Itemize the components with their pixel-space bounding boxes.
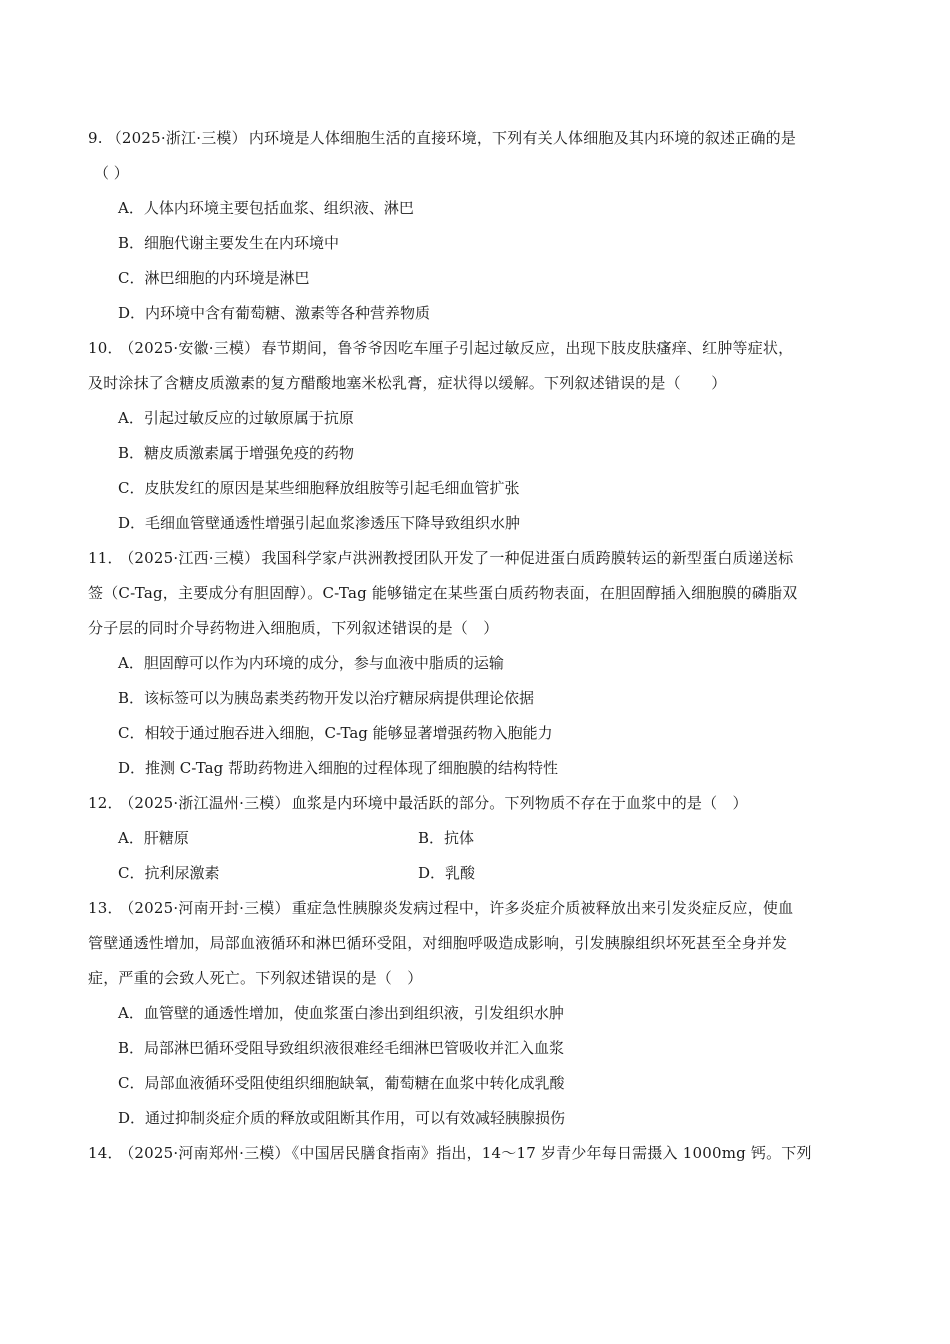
question-text-continued: 管壁通透性增加，局部血液循环和淋巴循环受阻，对细胞呼吸造成影响，引发胰腺组织坏死甚至全身并发 (88, 934, 788, 952)
question-stem (88, 891, 863, 926)
question-text-continued: 签（C-Tag，主要成分有胆固醇）。C-Tag 能够锚定在某些蛋白质药物表面，在胆固醇插入细胞膜的磷脂双 (88, 584, 798, 602)
question-number: 12． (88, 794, 123, 812)
option-d: D．通过抑制炎症介质的释放或阻断其作用，可以有效减轻胰腺损伤 (118, 1109, 566, 1127)
answer-blank: （ ） (94, 164, 129, 182)
question-text: 重症急性胰腺炎发病过程中，许多炎症介质被释放出来引发炎症反应，使血 (291, 899, 794, 917)
question-number: 14． (88, 1144, 123, 1162)
option-b: B．细胞代谢主要发生在内环境中 (118, 234, 340, 252)
option-c: C．局部血液循环受阻使组织细胞缺氧，葡萄糖在血浆中转化成乳酸 (118, 1074, 565, 1092)
question-source: （2025·河南开封·三模） (126, 899, 290, 917)
question-9 (88, 121, 863, 331)
question-source: （2025·安徽·三模） (126, 339, 260, 357)
question-text: 内环境是人体细胞生活的直接环境，下列有关人体细胞及其内环境的叙述正确的是 (248, 129, 797, 147)
option-a: A．血管壁的通透性增加，使血浆蛋白渗出到组织液，引发组织水肿 (118, 1004, 564, 1022)
question-text: 血浆是内环境中最活跃的部分。下列物质不存在于血浆中的是（ ） (291, 794, 748, 812)
options-row (88, 856, 863, 891)
option-a: A．引起过敏反应的过敏原属于抗原 (118, 409, 354, 427)
question-text: 《中国居民膳食指南》指出，14～17 岁青少年每日需摄入 1000mg 钙。下列 (291, 1144, 812, 1162)
option-a: A．肝糖原 (118, 829, 189, 847)
option-a: A．胆固醇可以作为内环境的成分，参与血液中脂质的运输 (118, 654, 504, 672)
option-b: B．局部淋巴循环受阻导致组织液很难经毛细淋巴管吸收并汇入血浆 (118, 1039, 565, 1057)
question-text-continued: 分子层的同时介导药物进入细胞质，下列叙述错误的是（ ） (88, 619, 499, 637)
question-source: （2025·浙江·三模） (106, 129, 247, 147)
question-number: 11． (88, 549, 123, 567)
question-10 (88, 331, 863, 541)
question-13 (88, 891, 863, 1136)
option-d: D．推测 C-Tag 帮助药物进入细胞的过程体现了细胞膜的结构特性 (118, 759, 558, 777)
option-c: C．相较于通过胞吞进入细胞，C-Tag 能够显著增强药物入胞能力 (118, 724, 553, 742)
question-number: 9. (88, 129, 103, 147)
question-text-continued: 及时涂抹了含糖皮质激素的复方醋酸地塞米松乳膏，症状得以缓解。下列叙述错误的是（ ） (88, 374, 727, 392)
question-number: 13． (88, 899, 123, 917)
options-row (88, 821, 863, 856)
option-c: C．抗利尿激素 (118, 864, 220, 882)
question-number: 10． (88, 339, 123, 357)
question-source: （2025·江西·三模） (126, 549, 260, 567)
document-page (88, 121, 863, 1171)
question-11 (88, 541, 863, 786)
option-d: D．内环境中含有葡萄糖、激素等各种营养物质 (118, 304, 431, 322)
question-text: 春节期间，鲁爷爷因吃车厘子引起过敏反应，出现下肢皮肤瘙痒、红肿等症状， (261, 339, 794, 357)
question-source: （2025·浙江温州·三模） (126, 794, 290, 812)
question-stem (88, 786, 863, 821)
question-stem (88, 121, 863, 156)
option-b: B．该标签可以为胰岛素类药物开发以治疗糖尿病提供理论依据 (118, 689, 535, 707)
option-c: C．淋巴细胞的内环境是淋巴 (118, 269, 310, 287)
option-c: C．皮肤发红的原因是某些细胞释放组胺等引起毛细血管扩张 (118, 479, 520, 497)
option-d: D．毛细血管壁通透性增强引起血浆渗透压下降导致组织水肿 (118, 514, 521, 532)
question-source: （2025·河南郑州·三模） (126, 1144, 290, 1162)
option-b: B．糖皮质激素属于增强免疫的药物 (118, 444, 355, 462)
option-b: B．抗体 (418, 829, 475, 847)
question-stem (88, 331, 863, 366)
question-14 (88, 1136, 863, 1171)
question-12 (88, 786, 863, 891)
question-text: 我国科学家卢洪洲教授团队开发了一种促进蛋白质跨膜转运的新型蛋白质递送标 (261, 549, 794, 567)
question-text-continued: 症，严重的会致人死亡。下列叙述错误的是（ ） (88, 969, 423, 987)
question-stem (88, 1136, 863, 1171)
option-d: D．乳酸 (418, 864, 476, 882)
question-stem (88, 541, 863, 576)
option-a: A．人体内环境主要包括血浆、组织液、淋巴 (118, 199, 414, 217)
